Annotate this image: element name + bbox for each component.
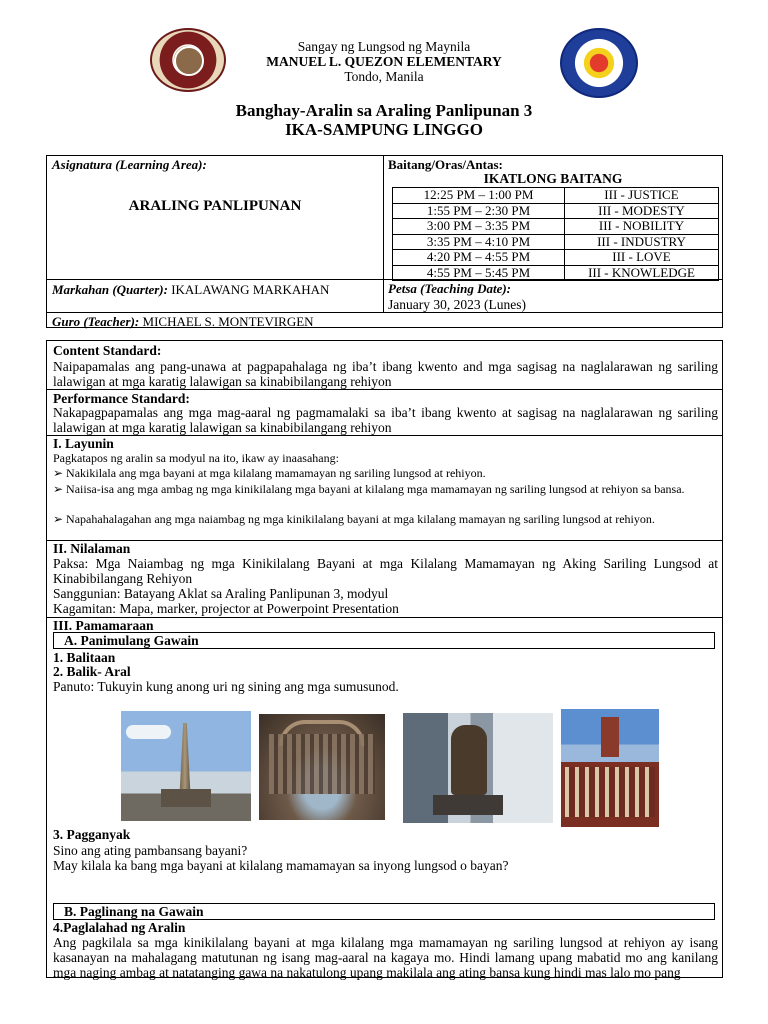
- objective-item: ➢ Naiisa-isa ang mga ambag ng mga kinikilalang mga bayani at kilalang mga mamamayan ng sariling lungsod at rehiyon sa bansa.: [53, 482, 685, 496]
- week-title: IKA-SAMPUNG LINGGO: [285, 120, 483, 139]
- division-name: Sangay ng Lungsod ng Maynila: [297, 39, 471, 54]
- initial-activity-header: A. Panimulang Gawain: [53, 632, 715, 649]
- learning-area-label: Asignatura (Learning Area):: [52, 157, 207, 172]
- statue-image: [403, 713, 553, 823]
- quarter-value: IKALAWANG MARKAHAN: [167, 282, 330, 297]
- quarter-field: [52, 282, 329, 298]
- objectives-intro: Pagkatapos ng aralin sa modyul na ito, ikaw ay inaasahang:: [53, 451, 339, 465]
- teacher-label: Guro (Teacher):: [52, 314, 140, 329]
- schedule-row: 4:20 PM – 4:55 PM III - LOVE: [393, 250, 719, 266]
- content-standard-text: Naipapamalas ang pang-unawa at pagpapahalaga ng iba’t ibang kwento and mga sagisag na naglalarawan ng sariling lalawigan at mga karatig lalawigan sa kinabibilangang rehiyon: [53, 359, 718, 389]
- presentation-item: 4.Paglalahad ng Aralin: [53, 920, 186, 935]
- materials-text: Kagamitan: Mapa, marker, projector at Powerpoint Presentation: [53, 601, 399, 616]
- grade-label: Baitang/Oras/Antas:: [388, 157, 503, 172]
- schedule-row: 3:00 PM – 3:35 PM III - NOBILITY: [393, 219, 719, 235]
- motivation-item: 3. Pagganyak: [53, 827, 131, 842]
- historic-building-image: [561, 709, 659, 827]
- reference-text: Sanggunian: Batayang Aklat sa Araling Panlipunan 3, modyul: [53, 586, 389, 601]
- question-text: May kilala ka bang mga bayani at kilalang mamamayan sa inyong lungsod o bayan?: [53, 858, 509, 873]
- topic-text: Paksa: Mga Naiambag ng mga Kinikilalang Bayani at mga Kilalang Mamamayan ng Aking Sariling Lungsod at Kinabibilangang Rehiyon: [53, 556, 718, 586]
- schedule-row: 12:25 PM – 1:00 PM III - JUSTICE: [393, 188, 719, 204]
- monument-image: [121, 711, 251, 821]
- content-standard-title: Content Standard:: [53, 343, 162, 358]
- instruction-text: Panuto: Tukuyin kung anong uri ng sining ang mga sumusunod.: [53, 679, 399, 694]
- school-location: Tondo, Manila: [344, 69, 424, 84]
- presentation-text: Ang pagkilala sa mga kinikilalang bayani at mga kilalang mga mamamayan ng sariling lungsod at rehiyon ay isang kasanayan na mahalagang matutunan ng isang mag-aaral na kagaya mo. Hindi lamang upang mabatid mo ang kanilang mga naging ambag at natatanging gawa na nakatulong upang makilala ang ating bansa kung hindi mas lalo mo pang: [53, 935, 718, 980]
- grade-value: IKATLONG BAITANG: [483, 171, 623, 186]
- teacher-field: [52, 314, 314, 330]
- teacher-value: MICHAEL S. MONTEVIRGEN: [139, 314, 314, 329]
- pipe-organ-image: [259, 714, 385, 820]
- procedure-title: III. Pamamaraan: [53, 618, 154, 633]
- schedule-table: [392, 187, 719, 281]
- objective-item: ➢ Nakikilala ang mga bayani at mga kilalang mamamayan ng sariling lungsod at rehiyon.: [53, 466, 486, 480]
- content-title: II. Nilalaman: [53, 541, 131, 556]
- school-name: MANUEL L. QUEZON ELEMENTARY: [266, 54, 502, 69]
- developmental-activity-header: B. Paglinang na Gawain: [53, 903, 715, 920]
- schedule-row: 3:35 PM – 4:10 PM III - INDUSTRY: [393, 234, 719, 250]
- document-title: Banghay-Aralin sa Araling Panlipunan 3: [235, 101, 533, 120]
- review-item: 2. Balik- Aral: [53, 664, 131, 679]
- news-item: 1. Balitaan: [53, 650, 116, 665]
- lesson-info-table: [46, 155, 723, 328]
- objectives-title: I. Layunin: [53, 436, 114, 451]
- schedule-row: 1:55 PM – 2:30 PM III - MODESTY: [393, 203, 719, 219]
- performance-standard-text: Nakapagpapamalas ang mga mag-aaral ng pagmamalaki sa iba’t ibang kwento at sagisag na naglalarawan ng sariling lalawigan at mga karatig lalawigan sa kinabibilangang rehiyon: [53, 405, 718, 435]
- lesson-plan-body: [46, 340, 723, 978]
- teaching-date-label: Petsa (Teaching Date):: [388, 281, 511, 296]
- performance-standard-title: Performance Standard:: [53, 391, 190, 406]
- quarter-label: Markahan (Quarter):: [52, 282, 168, 297]
- schedule-row: 4:55 PM – 5:45 PM III - KNOWLEDGE: [393, 265, 719, 281]
- objective-item: ➢ Napahahalagahan ang mga naiambag ng mga kinikilalang bayani at mga kilalang mamayan ng sariling lungsod at rehiyon.: [53, 512, 655, 526]
- question-text: Sino ang ating pambansang bayani?: [53, 843, 248, 858]
- learning-area-value: ARALING PANLIPUNAN: [128, 198, 302, 214]
- teaching-date-value: January 30, 2023 (Lunes): [388, 297, 526, 312]
